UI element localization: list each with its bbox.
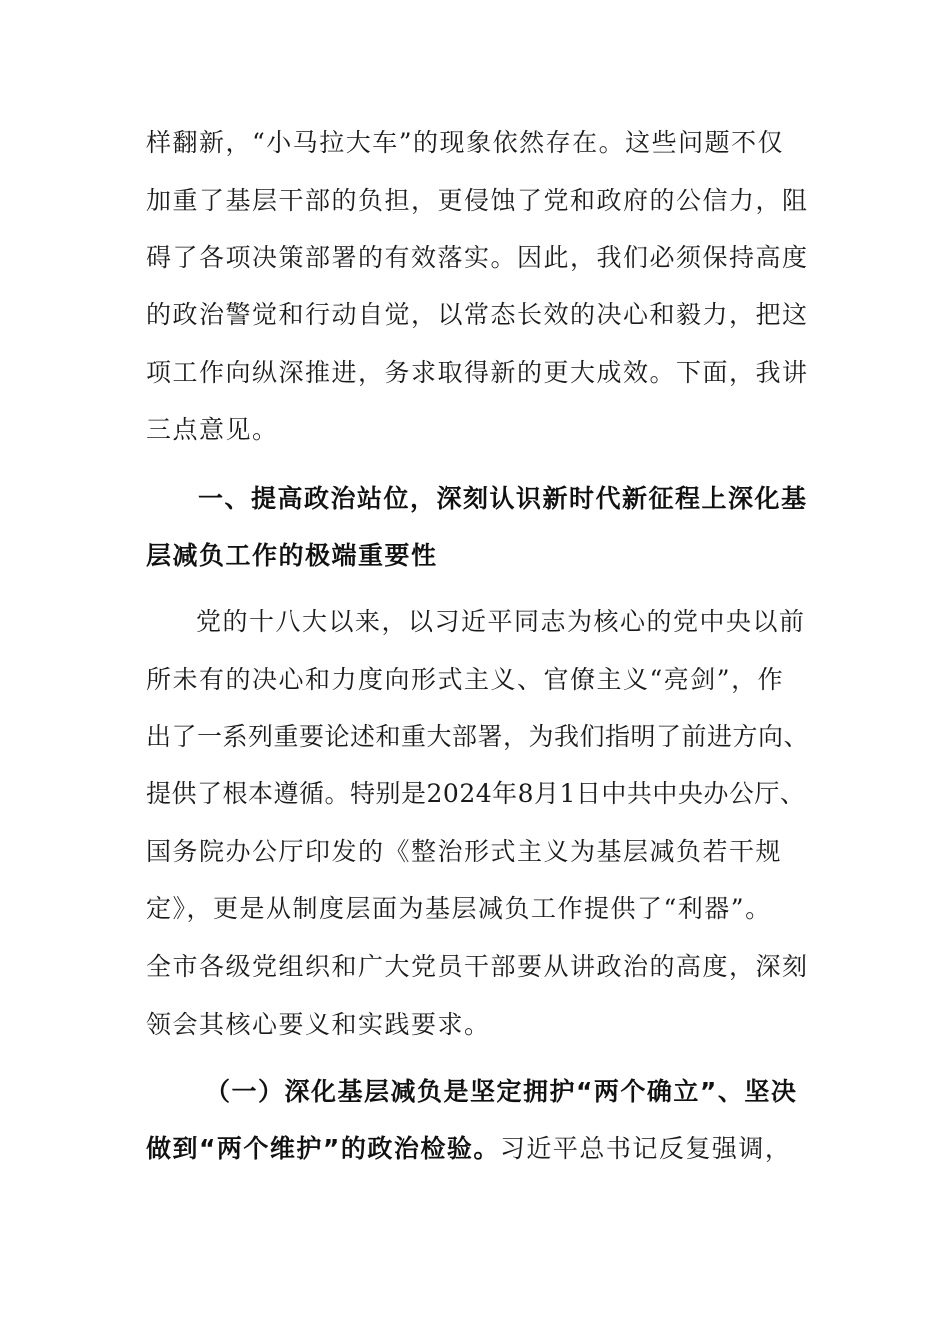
para1-line-3: 碍了各项决策部署的有效落实。因此，我们必须保持高度 [146, 243, 809, 272]
para1-line-4: 的政治警觉和行动自觉，以常态长效的决心和毅力，把这 [146, 300, 809, 329]
heading1-line-1: 一、提高政治站位，深刻认识新时代新征程上深化基 [198, 484, 808, 513]
para2-line-3: 出了一系列重要论述和重大部署，为我们指明了前进方向、 [146, 722, 810, 751]
subheading1-line-2 [146, 1133, 791, 1165]
para2-line-7: 全市各级党组织和广大党员干部要从讲政治的高度，深刻 [146, 952, 809, 981]
para2-line-5: 国务院办公厅印发的《整治形式主义为基层减负若干规 [146, 837, 783, 866]
subheading1-line-2-bold: 做到“两个维护”的政治检验。 [146, 1134, 500, 1163]
heading1-line-2: 层减负工作的极端重要性 [146, 541, 438, 570]
para1-line-2: 加重了基层干部的负担，更侵蚀了党和政府的公信力，阻 [146, 186, 809, 215]
para2-line-4: 提供了根本遵循。特别是2024年8月1日中共中央办公厅、 [146, 779, 806, 808]
para1-line-1: 样翻新，“小马拉大车”的现象依然存在。这些问题不仅 [146, 128, 785, 157]
para1-line-6: 三点意见。 [146, 415, 279, 444]
subheading1-line-2-rest: 习近平总书记反复强调， [499, 1134, 792, 1163]
subheading1-line-1: （一）深化基层减负是坚定拥护“两个确立”、坚决 [205, 1077, 798, 1106]
para1-line-5: 项工作向纵深推进，务求取得新的更大成效。下面，我讲 [146, 358, 809, 387]
para2-line-2: 所未有的决心和力度向形式主义、官僚主义“亮剑”，作 [146, 665, 785, 694]
para2-line-6: 定》，更是从制度层面为基层减负工作提供了“利器”。 [146, 894, 772, 923]
para2-line-1: 党的十八大以来，以习近平同志为核心的党中央以前 [196, 607, 806, 636]
para2-line-8: 领会其核心要义和实践要求。 [146, 1010, 491, 1039]
